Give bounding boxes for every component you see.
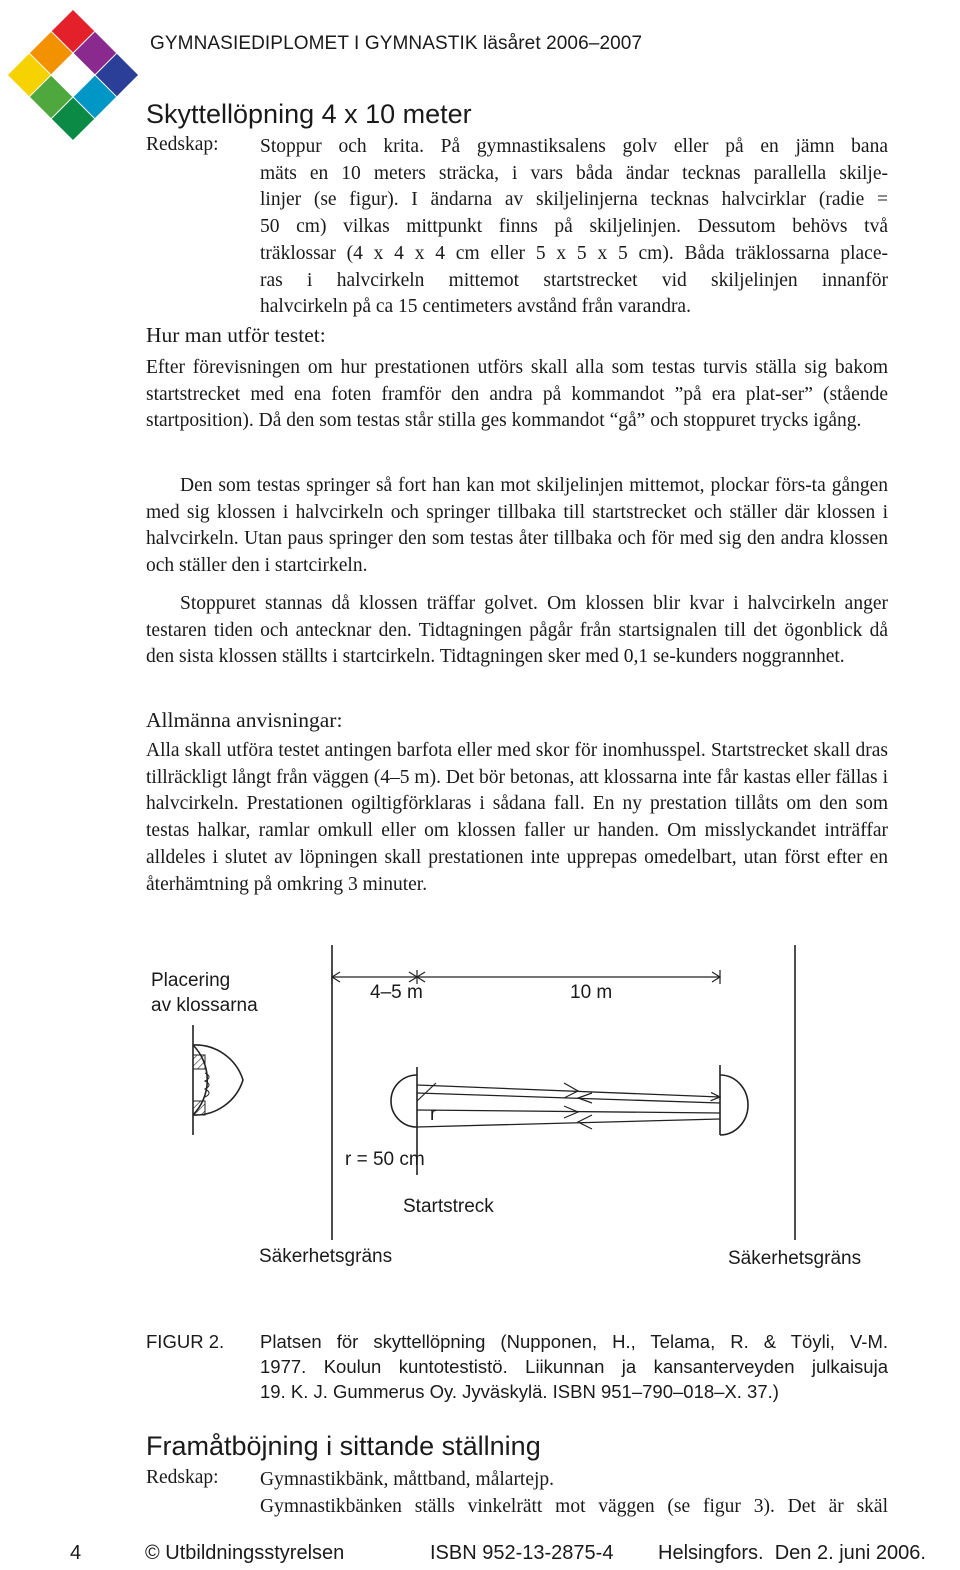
equipment-text	[260, 1467, 888, 1520]
equipment-line: 50 cm) vilkas mittpunkt finns på skiljelinjen. Dessutom behövs två	[260, 216, 888, 238]
logo-icon	[4, 6, 142, 144]
equipment-line: halvcirkeln på ca 15 centimeters avstånd från varandra.	[260, 296, 691, 318]
equipment-line: ras i halvcirkeln mittemot startstrecket vid skiljelinjen innanför	[260, 269, 888, 291]
isbn: ISBN 952-13-2875-4	[430, 1542, 614, 1564]
equipment-line: mäts en 10 meters sträcka, i vars båda ändar tecknas parallella skilje-	[260, 162, 888, 184]
equipment-line: Gymnastikbänk, måttband, målartejp.	[260, 1469, 555, 1490]
caption-line: 1977. Koulun kuntotestistö. Liikunnan ja kansanterveyden julkaisuja	[260, 1356, 888, 1377]
caption-line: Platsen för skyttellöpning (Nupponen, H., Telama, R. & Töyli, V-M.	[260, 1331, 888, 1352]
radius-value: r = 50 cm	[345, 1149, 425, 1170]
equipment-line: linjer (se figur). I ändarna av skiljelinjerna tecknas halvcirklar (radie =	[260, 189, 888, 211]
placement-label-line: av klossarna	[151, 995, 258, 1016]
header-title: GYMNASIEDIPLOMET I GYMNASTIK läsåret 2006–2007	[150, 33, 643, 54]
place-date: Helsingfors. Den 2. juni 2006.	[658, 1542, 926, 1564]
how-paragraph: Stoppuret stannas då klossen träffar golvet. Om klossen blir kvar i halvcirkeln anger testaren tiden och antecknar den. Tidtagningen pågår från startsignalen till det ögonblick då den sista klossen ställts i startcirkeln. Tidtagningen sker med 0,1 se-kunders noggrannhet.	[146, 593, 888, 668]
how-paragraph: Efter förevisningen om hur prestationen utförs skall alla som testas turvis ställa sig bakom startstrecket med ena foten framför den andra på kommandot ”på era plat-ser” (stående startposition). Då den som testas står stilla ges kommandot “gå” och stoppuret trycks igång.	[146, 357, 888, 432]
equipment-line: Stoppur och krita. På gymnastiksalens golv eller på en jämn bana	[260, 136, 888, 157]
how-heading: Hur man utför testet:	[146, 323, 326, 347]
dimension-10: 10 m	[570, 982, 613, 1003]
figure-caption-label: FIGUR 2.	[146, 1331, 225, 1352]
equipment-label: Redskap:	[146, 1467, 219, 1488]
how-paragraph: Den som testas springer så fort han kan mot skiljelinjen mittemot, plockar förs-ta gången med sig klossen i halvcirkeln och springer tillbaka till startstrecket och ställer där klossen i halvcirkeln. Utan paus springer den som testas åter tillbaka och för med sig den andra klossen och ställer den i startcirkeln.	[146, 475, 888, 577]
equipment-line: träklossar (4 x 4 x 4 cm eller 5 x 5 x 5 cm). Båda träklossarna place-	[260, 242, 888, 264]
section-title: Skyttellöpning 4 x 10 meter	[146, 99, 472, 129]
equipment-label: Redskap:	[146, 134, 219, 155]
caption-line: 19. K. J. Gummerus Oy. Jyväskylä. ISBN 951–790–018–X. 37.)	[260, 1381, 779, 1402]
general-heading: Allmänna anvisningar:	[146, 708, 343, 732]
equipment-line: Gymnastikbänken ställs vinkelrätt mot väggen (se figur 3). Det är skäl	[260, 1495, 888, 1517]
dimension-4-5: 4–5 m	[370, 982, 423, 1003]
placement-label	[151, 968, 258, 1018]
equipment-text	[260, 134, 888, 321]
placement-label-line: Placering	[151, 970, 231, 991]
start-line-label: Startstreck	[403, 1196, 494, 1217]
safety-label-left: Säkerhetsgräns	[259, 1246, 393, 1267]
page-number: 4	[70, 1542, 82, 1564]
start-semicircle	[391, 1075, 417, 1127]
general-paragraph: Alla skall utföra testet antingen barfota eller med skor för inomhusspel. Startstrecket skall dras tillräckligt långt från väggen (4–5 m). Det bör betonas, att klossarna inte får kastas eller fällas i halvcirkeln. Prestationen ogiltigförklaras i sådana fall. En ny prestation tillåts om den som testas halkar, ramlar omkull eller om klossen faller ur handen. Om misslyckandet inträffar alldeles i slutet av löpningen skall prestationen inte upprepas omedelbart, utan först efter en återhämtning på omkring 3 minuter.	[146, 740, 888, 895]
radius-label: r	[430, 1104, 437, 1125]
far-semicircle	[720, 1075, 748, 1135]
section-title: Framåtböjning i sittande ställning	[146, 1431, 541, 1461]
publisher: © Utbildningsstyrelsen	[145, 1542, 345, 1564]
figure-caption	[260, 1329, 888, 1404]
safety-label-right: Säkerhetsgräns	[728, 1248, 862, 1269]
